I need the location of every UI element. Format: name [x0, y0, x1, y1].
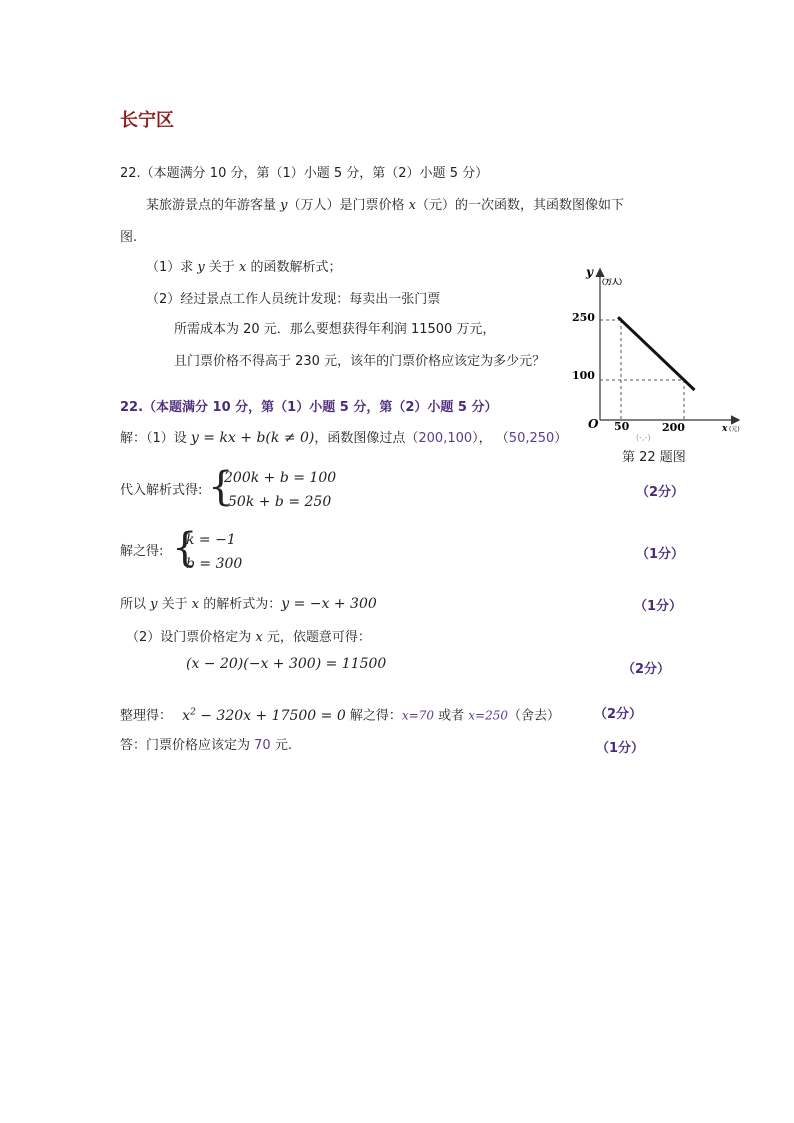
- simplify-line: 整理得： $x^2 - 320x + 17500 = 0$ 解之得：x=70 或者 x=250（舍去）: [120, 707, 560, 724]
- part2-equation: (x − 20)(−x + 300) = 11500: [186, 656, 387, 672]
- problem-stem-line1: 某旅游景点的年游客量 y（万人）是门票价格 x（元）的一次函数，其函数图像如下: [146, 198, 624, 213]
- y-axis-label: y: [586, 265, 593, 279]
- score-result: （1分）: [634, 599, 683, 614]
- function-graph-figure: [560, 262, 750, 462]
- score-answer: （1分）: [596, 741, 645, 756]
- substitute-eq1: 200k + b = 100: [224, 470, 337, 486]
- substitute-brace: {: [208, 464, 234, 510]
- x-axis-label: x: [722, 424, 728, 434]
- question-1: （1）求 y 关于 x 的函数解析式；: [146, 260, 342, 275]
- substitute-label: 代入解析式得:: [120, 483, 203, 498]
- cropped-fragment: (-,-): [636, 433, 651, 442]
- result-line: 所以 y 关于 x 的解析式为：y = −x + 300: [120, 596, 377, 612]
- score-substitute: （2分）: [636, 485, 685, 500]
- score-part2-equation: （2分）: [622, 662, 671, 677]
- solution-header: 22.（本题满分 10 分，第（1）小题 5 分，第（2）小题 5 分）: [120, 400, 498, 415]
- tick-label-250: 250: [572, 311, 595, 324]
- substitute-eq2: 50k + b = 250: [228, 494, 332, 510]
- origin-label: O: [588, 417, 599, 431]
- score-solve: （1分）: [636, 547, 685, 562]
- series-line: [618, 317, 694, 390]
- x-axis-unit: (元): [729, 426, 740, 433]
- y-axis-unit: （万人）: [598, 278, 626, 286]
- question-2-line1: （2）经过景点工作人员统计发现：每卖出一张门票: [146, 292, 441, 307]
- solve-label: 解之得:: [120, 544, 164, 559]
- solution-step1: 解：（1）设 y = kx + b(k ≠ 0)，函数图像过点（200,100）， （50,250）: [120, 430, 568, 446]
- solve-brace: {: [172, 525, 198, 571]
- problem-stem-line2: 图.: [120, 230, 138, 245]
- part2-setup: （2）设门票价格定为 x 元，依题意可得：: [126, 630, 371, 645]
- tick-label-100: 100: [572, 369, 595, 382]
- score-simplify: （2分）: [594, 707, 643, 722]
- solve-eq2: b = 300: [186, 556, 243, 572]
- question-2-line2: 所需成本为 20 元．那么要想获得年利润 11500 万元，: [174, 322, 496, 337]
- tick-label-50: 50: [614, 420, 630, 433]
- function-graph: [560, 262, 750, 462]
- answer-line: 答：门票价格应该定为 70 元.: [120, 738, 292, 753]
- figure-caption: 第 22 题图: [622, 450, 686, 465]
- problem-header: 22.（本题满分 10 分，第（1）小题 5 分，第（2）小题 5 分）: [120, 166, 489, 181]
- question-2-line3: 且门票价格不得高于 230 元，该年的门票价格应该定为多少元？: [174, 354, 546, 369]
- solve-eq1: k = −1: [186, 532, 236, 548]
- tick-label-200: 200: [662, 421, 685, 434]
- district-title: 长宁区: [120, 110, 174, 131]
